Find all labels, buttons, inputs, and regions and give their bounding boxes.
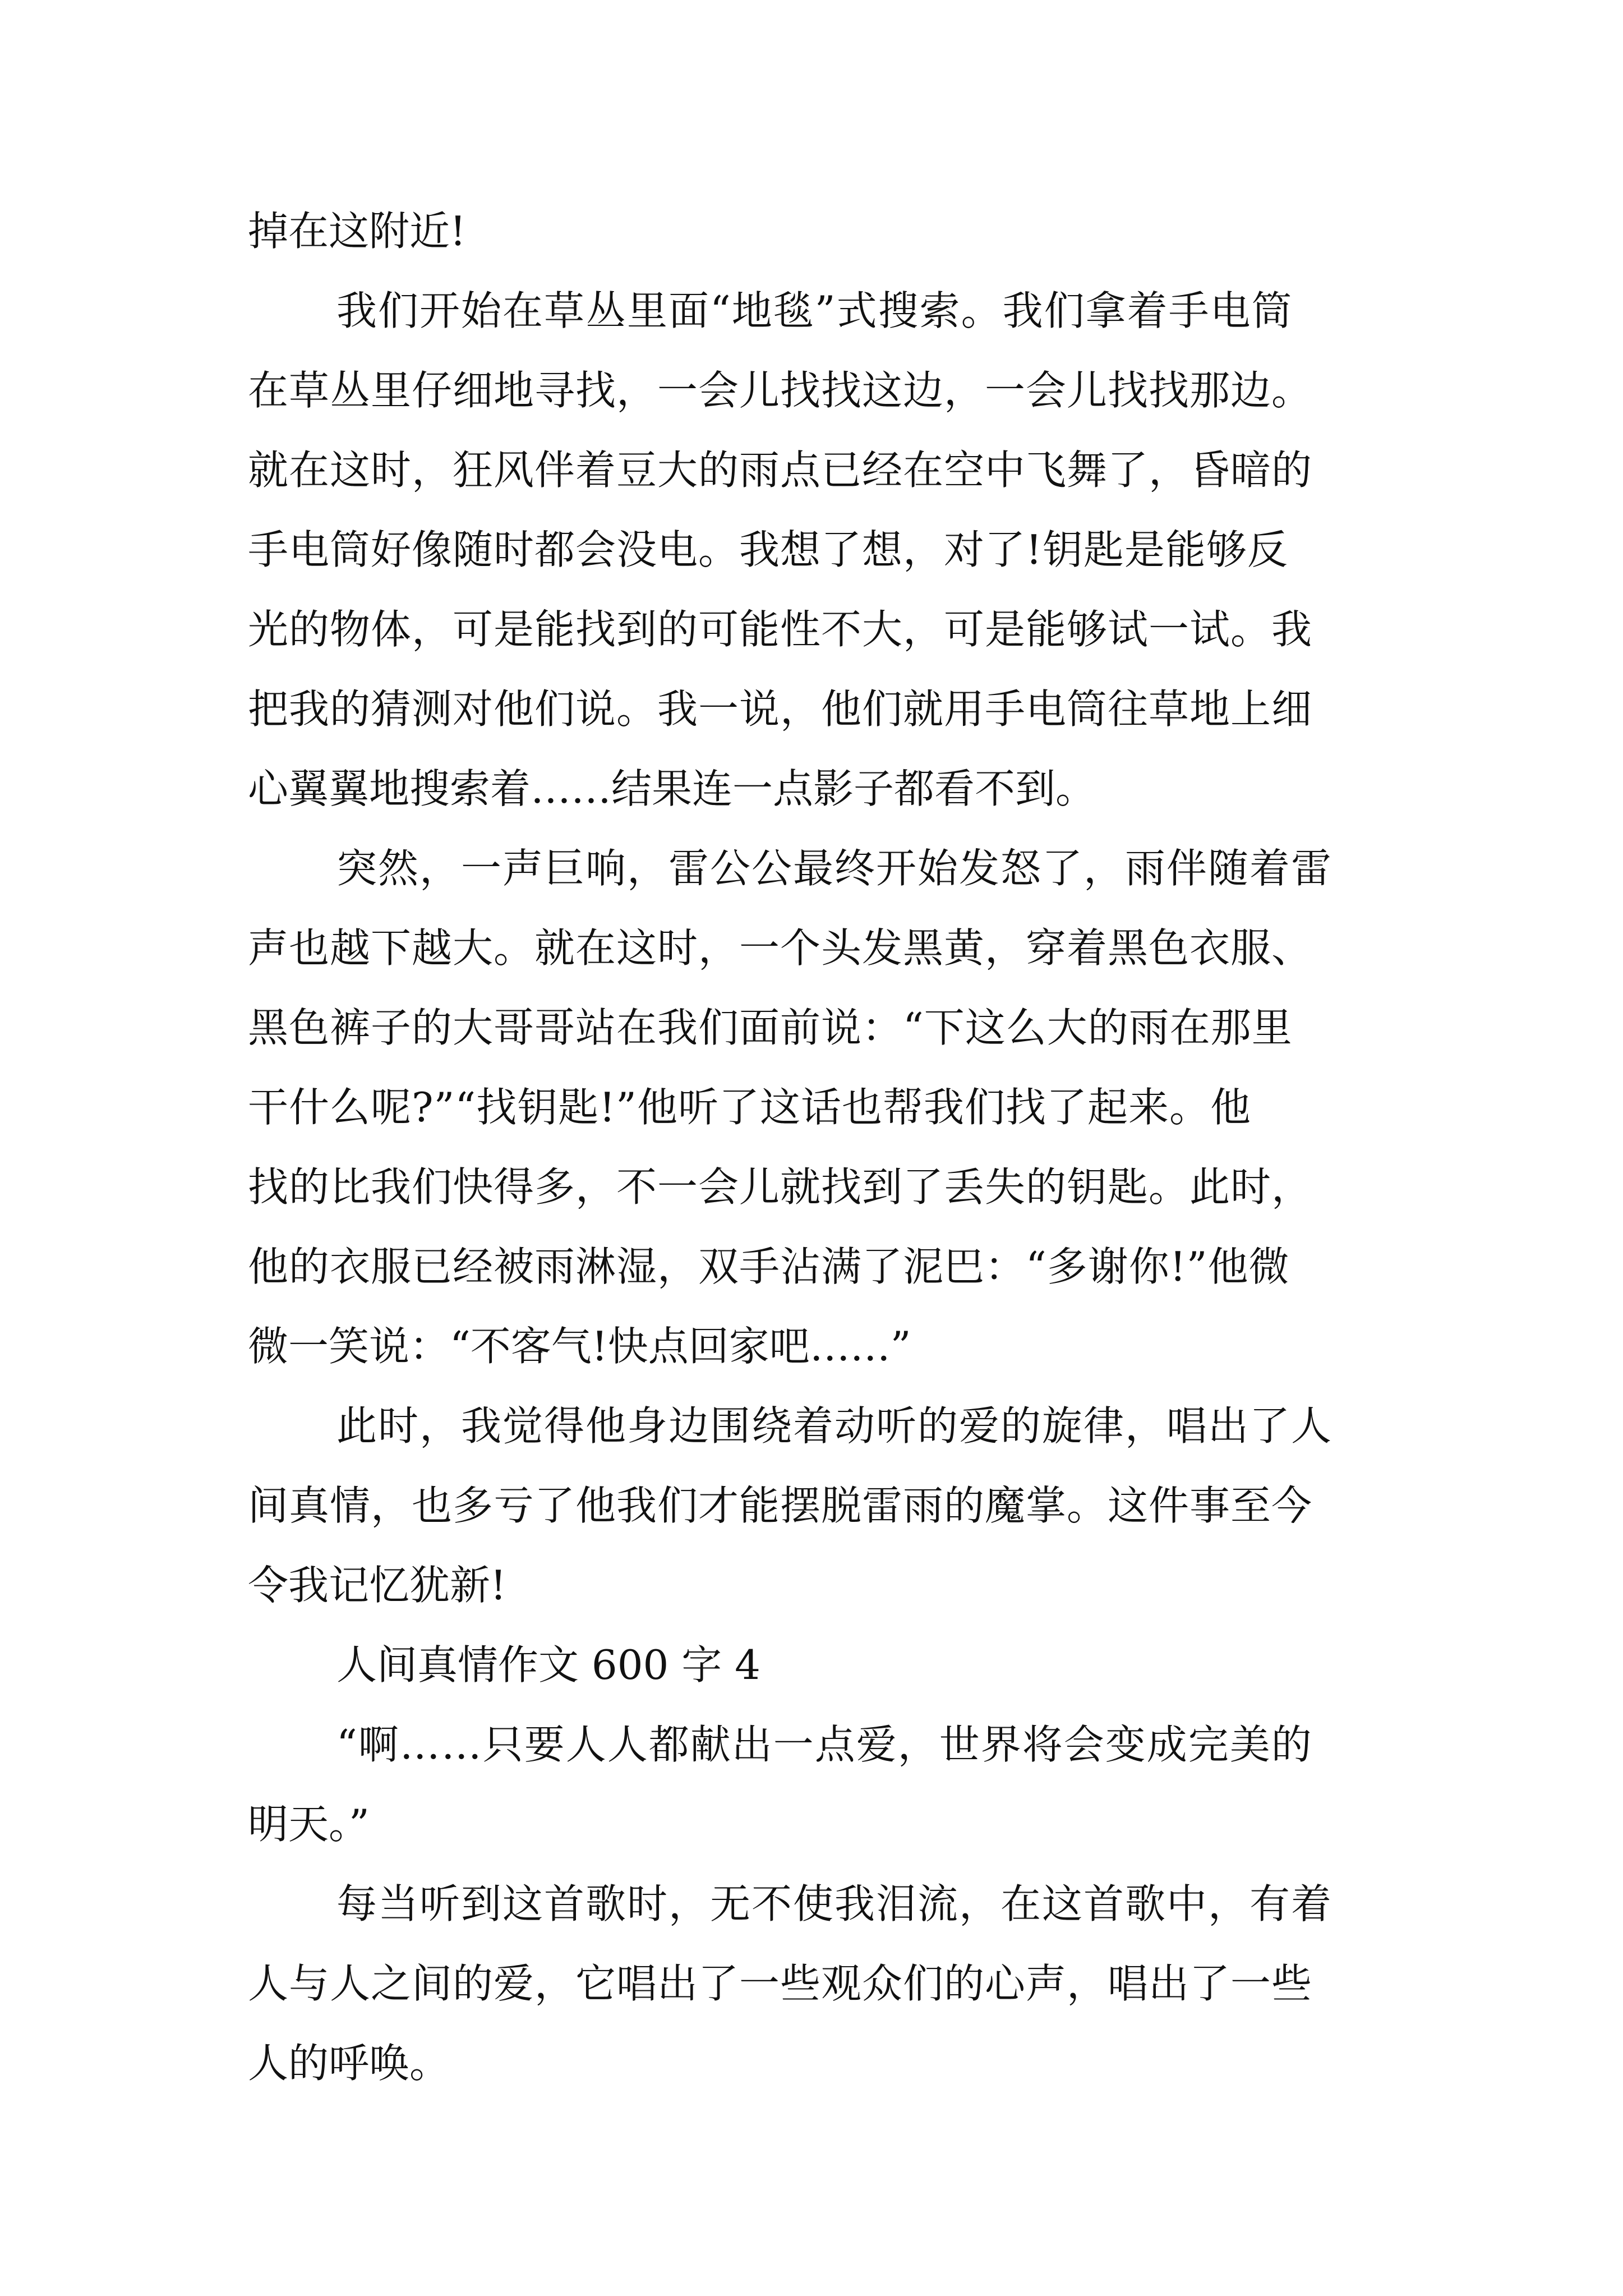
paragraph-first-line: 我们开始在草丛里面“地毯”式搜索。我们拿着手电筒	[336, 287, 1293, 334]
text-line: 间真情，也多亏了他我们才能摆脱雷雨的魔掌。这件事至今	[248, 1482, 1313, 1529]
text-line: 掉在这附近!	[248, 208, 466, 255]
text-line: 令我记忆犹新!	[248, 1562, 506, 1609]
paragraph-first-line: “啊……只要人人都献出一点爱，世界将会变成完美的	[336, 1721, 1313, 1768]
text-line: 找的比我们快得多，不一会儿就找到了丢失的钥匙。此时，	[248, 1163, 1313, 1211]
text-line: 明天。”	[248, 1801, 370, 1848]
text-line: 手电筒好像随时都会没电。我想了想，对了!钥匙是能够反	[248, 526, 1288, 573]
paragraph-first-line: 突然，一声巨响，雷公公最终开始发怒了，雨伴随着雷	[336, 845, 1333, 892]
text-line: 在草丛里仔细地寻找，一会儿找找这边，一会儿找找那边。	[248, 367, 1313, 414]
text-line: 干什么呢?”“找钥匙!”他听了这话也帮我们找了起来。他	[248, 1084, 1251, 1131]
text-line: 黑色裤子的大哥哥站在我们面前说：“下这么大的雨在那里	[248, 1004, 1293, 1051]
text-line: 把我的猜测对他们说。我一说，他们就用手电筒往草地上细	[248, 685, 1313, 733]
text-line: 他的衣服已经被雨淋湿，双手沾满了泥巴：“多谢你!”他微	[248, 1243, 1290, 1290]
text-line: 心翼翼地搜索着……结果连一点影子都看不到。	[248, 765, 1096, 812]
paragraph-first-line: 此时，我觉得他身边围绕着动听的爱的旋律，唱出了人	[336, 1402, 1333, 1450]
text-line: 光的物体，可是能找到的可能性不大，可是能够试一试。我	[248, 606, 1313, 653]
text-line: 人的呼唤。	[248, 2040, 450, 2087]
text-line: 微一笑说：“不客气!快点回家吧……”	[248, 1323, 911, 1370]
section-heading: 人间真情作文 600 字 4	[336, 1641, 760, 1688]
text-line: 声也越下越大。就在这时，一个头发黑黄，穿着黑色衣服、	[248, 924, 1313, 972]
text-line: 就在这时，狂风伴着豆大的雨点已经在空中飞舞了，昏暗的	[248, 447, 1313, 494]
paragraph-first-line: 每当听到这首歌时，无不使我泪流，在这首歌中，有着	[336, 1880, 1333, 1927]
text-line: 人与人之间的爱，它唱出了一些观众们的心声，唱出了一些	[248, 1960, 1313, 2007]
